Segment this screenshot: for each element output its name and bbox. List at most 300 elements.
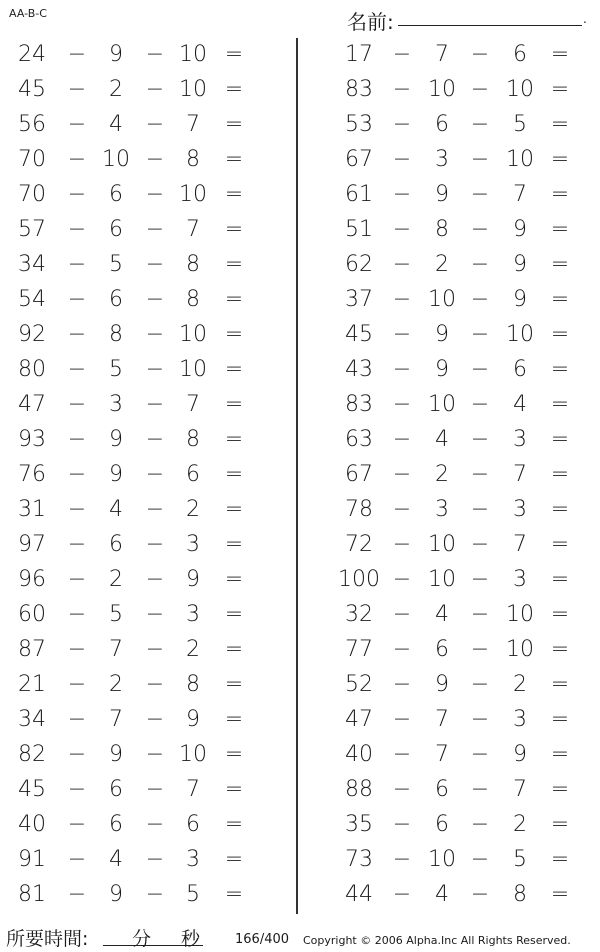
minuend: 96 (18, 567, 46, 592)
minus-sign: − (145, 427, 165, 452)
subtrahend-2: 3 (513, 707, 527, 732)
minuend: 53 (345, 112, 373, 137)
problem-row (0, 353, 300, 388)
name-label: 名前: (347, 10, 394, 34)
minus-sign: − (67, 532, 87, 557)
minus-sign: − (470, 182, 490, 207)
subtrahend-1: 9 (109, 462, 123, 487)
minuend: 70 (18, 147, 46, 172)
minuend: 32 (345, 602, 373, 627)
name-line-end: . (583, 12, 587, 26)
minus-sign: − (67, 882, 87, 907)
minuend: 34 (18, 707, 46, 732)
subtrahend-1: 4 (109, 497, 123, 522)
minuend: 47 (345, 707, 373, 732)
subtrahend-1: 9 (435, 322, 449, 347)
minus-sign: − (392, 462, 412, 487)
minus-sign: − (67, 462, 87, 487)
minuend: 54 (18, 287, 46, 312)
problem-row (0, 108, 300, 143)
minus-sign: − (145, 532, 165, 557)
minus-sign: − (67, 812, 87, 837)
minus-sign: − (470, 112, 490, 137)
minuend: 51 (345, 217, 373, 242)
minus-sign: − (470, 742, 490, 767)
problem-row (0, 633, 300, 668)
equals-sign: = (224, 42, 244, 67)
equals-sign: = (224, 637, 244, 662)
subtrahend-1: 3 (109, 392, 123, 417)
minuend: 77 (345, 637, 373, 662)
minus-sign: − (392, 532, 412, 557)
subtrahend-1: 7 (109, 707, 123, 732)
minuend: 91 (18, 847, 46, 872)
name-field-line[interactable] (398, 25, 582, 26)
subtrahend-1: 4 (435, 882, 449, 907)
equals-sign: = (550, 182, 570, 207)
minus-sign: − (392, 392, 412, 417)
minus-sign: − (470, 147, 490, 172)
subtrahend-2: 10 (179, 357, 207, 382)
equals-sign: = (550, 217, 570, 242)
minus-sign: − (67, 497, 87, 522)
subtrahend-2: 8 (513, 882, 527, 907)
subtrahend-1: 10 (428, 567, 456, 592)
subtrahend-2: 9 (513, 252, 527, 277)
minus-sign: − (67, 112, 87, 137)
minus-sign: − (145, 847, 165, 872)
minutes-unit: 分 (132, 928, 152, 950)
minus-sign: − (145, 112, 165, 137)
subtrahend-2: 10 (179, 182, 207, 207)
subtrahend-2: 2 (513, 672, 527, 697)
minus-sign: − (67, 672, 87, 697)
subtrahend-2: 8 (186, 287, 200, 312)
problem-row (0, 563, 300, 598)
equals-sign: = (550, 357, 570, 382)
problem-row (300, 248, 600, 283)
minuend: 70 (18, 182, 46, 207)
equals-sign: = (550, 777, 570, 802)
minus-sign: − (145, 812, 165, 837)
subtrahend-2: 5 (186, 882, 200, 907)
minus-sign: − (67, 637, 87, 662)
subtrahend-1: 2 (109, 672, 123, 697)
subtrahend-1: 10 (428, 392, 456, 417)
equals-sign: = (224, 497, 244, 522)
subtrahend-2: 8 (186, 252, 200, 277)
minus-sign: − (145, 497, 165, 522)
minus-sign: − (67, 77, 87, 102)
subtrahend-1: 9 (109, 42, 123, 67)
subtrahend-1: 4 (435, 602, 449, 627)
minuend: 63 (345, 427, 373, 452)
problem-row (300, 178, 600, 213)
subtrahend-1: 10 (428, 532, 456, 557)
problem-row (300, 878, 600, 913)
minuend: 45 (18, 777, 46, 802)
minuend: 92 (18, 322, 46, 347)
problem-row (300, 633, 600, 668)
equals-sign: = (224, 742, 244, 767)
equals-sign: = (224, 357, 244, 382)
subtrahend-2: 9 (513, 742, 527, 767)
subtrahend-2: 7 (186, 112, 200, 137)
subtrahend-1: 9 (435, 672, 449, 697)
minuend: 61 (345, 182, 373, 207)
subtrahend-1: 2 (435, 462, 449, 487)
subtrahend-2: 6 (513, 42, 527, 67)
equals-sign: = (224, 217, 244, 242)
problem-row (0, 318, 300, 353)
minus-sign: − (392, 707, 412, 732)
subtrahend-1: 8 (109, 322, 123, 347)
minus-sign: − (145, 882, 165, 907)
minuend: 78 (345, 497, 373, 522)
subtrahend-2: 10 (179, 742, 207, 767)
minus-sign: − (145, 357, 165, 382)
minus-sign: − (470, 812, 490, 837)
subtrahend-2: 7 (513, 777, 527, 802)
equals-sign: = (224, 182, 244, 207)
subtrahend-1: 6 (109, 812, 123, 837)
minus-sign: − (392, 112, 412, 137)
subtrahend-1: 6 (109, 777, 123, 802)
problem-row (300, 493, 600, 528)
problem-row (300, 668, 600, 703)
problem-row (0, 668, 300, 703)
problem-row (0, 738, 300, 773)
minus-sign: − (392, 427, 412, 452)
minuend: 81 (18, 882, 46, 907)
minus-sign: − (67, 357, 87, 382)
equals-sign: = (224, 322, 244, 347)
minuend: 44 (345, 882, 373, 907)
problem-row (0, 213, 300, 248)
minus-sign: − (67, 777, 87, 802)
equals-sign: = (550, 462, 570, 487)
minus-sign: − (470, 847, 490, 872)
subtrahend-1: 6 (109, 532, 123, 557)
subtrahend-1: 4 (109, 112, 123, 137)
minus-sign: − (392, 497, 412, 522)
minuend: 56 (18, 112, 46, 137)
minus-sign: − (145, 707, 165, 732)
subtrahend-2: 5 (513, 112, 527, 137)
equals-sign: = (224, 672, 244, 697)
equals-sign: = (550, 567, 570, 592)
subtrahend-2: 10 (506, 322, 534, 347)
subtrahend-1: 2 (109, 77, 123, 102)
minus-sign: − (470, 42, 490, 67)
equals-sign: = (550, 672, 570, 697)
minus-sign: − (392, 812, 412, 837)
minuend: 40 (345, 742, 373, 767)
seconds-unit: 秒 (181, 928, 201, 950)
time-label: 所要時間: (6, 928, 89, 950)
minus-sign: − (145, 322, 165, 347)
minus-sign: − (392, 567, 412, 592)
minus-sign: − (392, 777, 412, 802)
equals-sign: = (550, 637, 570, 662)
problem-row (300, 563, 600, 598)
minus-sign: − (145, 567, 165, 592)
minus-sign: − (392, 287, 412, 312)
minuend: 67 (345, 462, 373, 487)
minus-sign: − (392, 217, 412, 242)
subtrahend-1: 3 (435, 147, 449, 172)
equals-sign: = (224, 532, 244, 557)
subtrahend-2: 8 (186, 672, 200, 697)
problem-row (0, 773, 300, 808)
minus-sign: − (470, 217, 490, 242)
minus-sign: − (392, 147, 412, 172)
minus-sign: − (145, 217, 165, 242)
minus-sign: − (145, 672, 165, 697)
copyright-notice: Copyright © 2006 Alpha.Inc All Rights Reserved. (303, 934, 571, 947)
subtrahend-2: 7 (513, 462, 527, 487)
subtrahend-2: 10 (506, 147, 534, 172)
minus-sign: − (145, 777, 165, 802)
equals-sign: = (224, 112, 244, 137)
equals-sign: = (224, 462, 244, 487)
subtrahend-1: 7 (435, 742, 449, 767)
minus-sign: − (67, 322, 87, 347)
problem-row (300, 353, 600, 388)
minuend: 87 (18, 637, 46, 662)
subtrahend-1: 7 (109, 637, 123, 662)
minus-sign: − (392, 882, 412, 907)
minus-sign: − (392, 182, 412, 207)
subtrahend-2: 7 (513, 532, 527, 557)
equals-sign: = (550, 112, 570, 137)
subtrahend-2: 2 (513, 812, 527, 837)
problem-row (300, 388, 600, 423)
minuend: 52 (345, 672, 373, 697)
minuend: 45 (345, 322, 373, 347)
equals-sign: = (550, 392, 570, 417)
minus-sign: − (145, 637, 165, 662)
equals-sign: = (224, 427, 244, 452)
problem-row (0, 703, 300, 738)
minus-sign: − (470, 252, 490, 277)
equals-sign: = (224, 847, 244, 872)
subtrahend-1: 2 (109, 567, 123, 592)
minus-sign: − (392, 637, 412, 662)
problem-row (0, 598, 300, 633)
minuend: 83 (345, 392, 373, 417)
problem-row (0, 283, 300, 318)
minuend: 47 (18, 392, 46, 417)
minus-sign: − (67, 42, 87, 67)
minuend: 60 (18, 602, 46, 627)
minus-sign: − (145, 287, 165, 312)
problem-row (300, 738, 600, 773)
equals-sign: = (224, 252, 244, 277)
minuend: 45 (18, 77, 46, 102)
subtrahend-2: 2 (186, 637, 200, 662)
problem-column-left (0, 38, 300, 913)
minus-sign: − (392, 672, 412, 697)
minus-sign: − (470, 497, 490, 522)
minus-sign: − (67, 602, 87, 627)
minuend: 88 (345, 777, 373, 802)
equals-sign: = (550, 847, 570, 872)
problem-row (300, 458, 600, 493)
problem-row (0, 493, 300, 528)
subtrahend-1: 5 (109, 357, 123, 382)
subtrahend-1: 6 (109, 287, 123, 312)
equals-sign: = (224, 812, 244, 837)
subtrahend-1: 6 (109, 217, 123, 242)
problem-row (0, 458, 300, 493)
equals-sign: = (224, 392, 244, 417)
subtrahend-1: 6 (435, 812, 449, 837)
minus-sign: − (470, 882, 490, 907)
minuend: 73 (345, 847, 373, 872)
minus-sign: − (67, 567, 87, 592)
minus-sign: − (67, 847, 87, 872)
minus-sign: − (145, 392, 165, 417)
minuend: 93 (18, 427, 46, 452)
minus-sign: − (392, 357, 412, 382)
equals-sign: = (224, 77, 244, 102)
subtrahend-2: 9 (186, 707, 200, 732)
equals-sign: = (550, 532, 570, 557)
equals-sign: = (550, 497, 570, 522)
equals-sign: = (550, 322, 570, 347)
subtrahend-2: 10 (179, 77, 207, 102)
problem-row (300, 423, 600, 458)
minuend: 97 (18, 532, 46, 557)
subtrahend-1: 10 (428, 847, 456, 872)
problem-row (300, 73, 600, 108)
problem-row (300, 318, 600, 353)
minuend: 17 (345, 42, 373, 67)
subtrahend-1: 9 (109, 742, 123, 767)
subtrahend-1: 10 (428, 77, 456, 102)
problem-row (0, 73, 300, 108)
minus-sign: − (392, 847, 412, 872)
equals-sign: = (550, 287, 570, 312)
equals-sign: = (550, 42, 570, 67)
subtrahend-2: 7 (186, 217, 200, 242)
minus-sign: − (470, 567, 490, 592)
problem-column-right (300, 38, 600, 913)
minus-sign: − (470, 532, 490, 557)
equals-sign: = (550, 427, 570, 452)
subtrahend-2: 3 (513, 497, 527, 522)
subtrahend-1: 2 (435, 252, 449, 277)
subtrahend-1: 8 (435, 217, 449, 242)
problem-row (300, 703, 600, 738)
minus-sign: − (470, 392, 490, 417)
minus-sign: − (67, 147, 87, 172)
equals-sign: = (550, 742, 570, 767)
minus-sign: − (145, 602, 165, 627)
minus-sign: − (145, 462, 165, 487)
subtrahend-2: 6 (513, 357, 527, 382)
equals-sign: = (550, 602, 570, 627)
problem-row (300, 843, 600, 878)
equals-sign: = (550, 882, 570, 907)
minus-sign: − (67, 392, 87, 417)
subtrahend-2: 2 (186, 497, 200, 522)
minuend: 31 (18, 497, 46, 522)
minuend: 62 (345, 252, 373, 277)
subtrahend-1: 6 (435, 112, 449, 137)
minus-sign: − (67, 182, 87, 207)
minuend: 37 (345, 287, 373, 312)
problem-row (0, 843, 300, 878)
minus-sign: − (470, 322, 490, 347)
equals-sign: = (224, 882, 244, 907)
subtrahend-2: 10 (506, 637, 534, 662)
subtrahend-1: 4 (109, 847, 123, 872)
subtrahend-1: 6 (435, 637, 449, 662)
minuend: 35 (345, 812, 373, 837)
minuend: 76 (18, 462, 46, 487)
problem-row (300, 143, 600, 178)
subtrahend-1: 9 (435, 357, 449, 382)
subtrahend-2: 6 (186, 812, 200, 837)
subtrahend-1: 4 (435, 427, 449, 452)
equals-sign: = (224, 287, 244, 312)
problem-row (300, 108, 600, 143)
minus-sign: − (145, 77, 165, 102)
minuend: 72 (345, 532, 373, 557)
minuend: 40 (18, 812, 46, 837)
problem-row (300, 528, 600, 563)
minus-sign: − (470, 357, 490, 382)
subtrahend-2: 9 (513, 287, 527, 312)
minus-sign: − (392, 742, 412, 767)
equals-sign: = (224, 777, 244, 802)
subtrahend-2: 3 (186, 602, 200, 627)
minus-sign: − (145, 252, 165, 277)
subtrahend-2: 8 (186, 147, 200, 172)
subtrahend-2: 10 (506, 77, 534, 102)
minuend: 67 (345, 147, 373, 172)
problem-row (0, 143, 300, 178)
subtrahend-2: 10 (179, 42, 207, 67)
subtrahend-1: 9 (109, 427, 123, 452)
subtrahend-2: 9 (186, 567, 200, 592)
problem-row (0, 248, 300, 283)
subtrahend-2: 7 (186, 777, 200, 802)
subtrahend-2: 3 (186, 847, 200, 872)
minus-sign: − (392, 42, 412, 67)
problem-row (0, 423, 300, 458)
minus-sign: − (470, 77, 490, 102)
minus-sign: − (470, 462, 490, 487)
problem-row (300, 808, 600, 843)
subtrahend-2: 7 (513, 182, 527, 207)
minus-sign: − (67, 707, 87, 732)
minuend: 83 (345, 77, 373, 102)
minuend: 80 (18, 357, 46, 382)
subtrahend-2: 5 (513, 847, 527, 872)
minuend: 24 (18, 42, 46, 67)
subtrahend-1: 5 (109, 252, 123, 277)
minus-sign: − (470, 637, 490, 662)
subtrahend-2: 10 (179, 322, 207, 347)
problem-row (0, 38, 300, 73)
minus-sign: − (67, 427, 87, 452)
subtrahend-2: 3 (186, 532, 200, 557)
minuend: 34 (18, 252, 46, 277)
minus-sign: − (145, 182, 165, 207)
